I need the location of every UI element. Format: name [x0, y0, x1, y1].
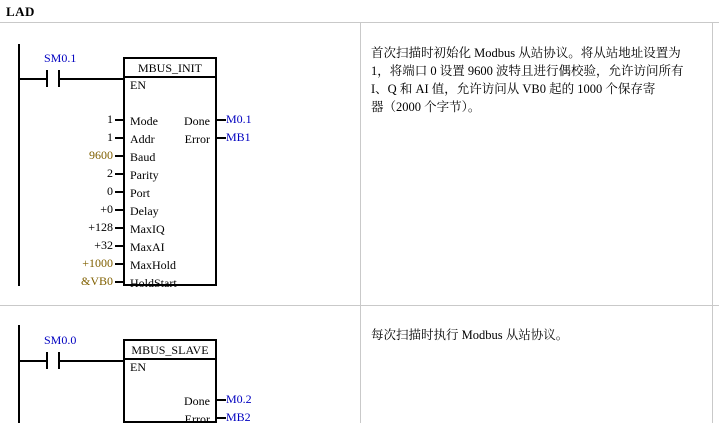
output-name-error-2: Error — [184, 412, 210, 426]
network-comment-2: 每次扫描时执行 Modbus 从站协议。 — [371, 328, 569, 342]
wire-rail-to-contact-2 — [18, 360, 46, 362]
input-value-addr[interactable]: 1 — [107, 130, 113, 144]
contact-label-1: SM0.1 — [44, 51, 77, 65]
output-name-error-1: Error — [184, 132, 210, 146]
power-rail-1 — [18, 44, 20, 286]
input-name-maxiq: MaxIQ — [130, 222, 165, 236]
pin-holdstart — [115, 281, 123, 283]
output-value-error-1[interactable]: MB1 — [226, 130, 251, 144]
pin-delay — [115, 209, 123, 211]
input-value-holdstart[interactable]: &VB0 — [80, 274, 113, 288]
block-mbus-init[interactable] — [123, 57, 217, 290]
pin-done-2 — [217, 399, 226, 401]
pin-maxai — [115, 245, 123, 247]
input-value-baud[interactable]: 9600 — [89, 148, 113, 162]
page-title: LAD — [6, 4, 35, 19]
block-title-mbus-slave: MBUS_SLAVE — [131, 343, 209, 357]
input-name-mode: Mode — [130, 114, 158, 128]
pin-error-1 — [217, 137, 226, 139]
contact-sm0-1[interactable] — [46, 70, 60, 87]
block-mbus-slave[interactable] — [123, 339, 217, 426]
block-en-label-1: EN — [130, 78, 146, 92]
input-name-maxai: MaxAI — [130, 240, 165, 254]
input-value-port[interactable]: 0 — [107, 184, 113, 198]
wire-rail-to-contact-1 — [18, 78, 46, 80]
contact-bar-left — [46, 70, 48, 87]
network-comment-1: 首次扫描时初始化 Modbus 从站协议。将从站地址设置为 1，将端口 0 设置 9600 波特且进行偶校验，允许访问所有 I、Q 和 AI 值，允许访问从 VB0 起的 1000 个保存寄 器（2000 个字节）。 — [371, 46, 684, 114]
output-name-done-1: Done — [184, 114, 210, 128]
output-value-done-2[interactable]: M0.2 — [226, 392, 252, 406]
input-name-maxhold: MaxHold — [130, 258, 176, 272]
pin-done-1 — [217, 119, 226, 121]
output-value-error-2[interactable]: MB2 — [226, 410, 251, 424]
input-value-maxai[interactable]: +32 — [94, 238, 113, 252]
pin-error-2 — [217, 417, 226, 419]
pin-baud — [115, 155, 123, 157]
input-name-port: Port — [130, 186, 151, 200]
block-en-label-2: EN — [130, 360, 146, 374]
block-title-mbus-init: MBUS_INIT — [137, 61, 202, 75]
input-name-holdstart: HoldStart — [130, 276, 177, 290]
input-value-parity[interactable]: 2 — [107, 166, 113, 180]
wire-contact-to-block-1 — [60, 78, 123, 80]
input-name-delay: Delay — [130, 204, 159, 218]
input-value-maxhold[interactable]: +1000 — [82, 256, 113, 270]
output-value-done-1[interactable]: M0.1 — [226, 112, 252, 126]
input-value-mode[interactable]: 1 — [107, 112, 113, 126]
pin-maxhold — [115, 263, 123, 265]
pin-parity — [115, 173, 123, 175]
pin-addr — [115, 137, 123, 139]
input-name-parity: Parity — [130, 168, 159, 182]
contact-bar-left — [46, 352, 48, 369]
pin-maxiq — [115, 227, 123, 229]
power-rail-2 — [18, 325, 20, 423]
contact-sm0-0[interactable] — [46, 352, 60, 369]
pin-port — [115, 191, 123, 193]
input-value-delay[interactable]: +0 — [100, 202, 113, 216]
pin-mode — [115, 119, 123, 121]
input-name-addr: Addr — [130, 132, 155, 146]
wire-contact-to-block-2 — [60, 360, 123, 362]
contact-label-2: SM0.0 — [44, 333, 77, 347]
input-name-baud: Baud — [130, 150, 156, 164]
output-name-done-2: Done — [184, 394, 210, 408]
divider-comment-column — [360, 22, 361, 423]
divider-right-edge — [712, 22, 713, 423]
input-value-maxiq[interactable]: +128 — [88, 220, 113, 234]
